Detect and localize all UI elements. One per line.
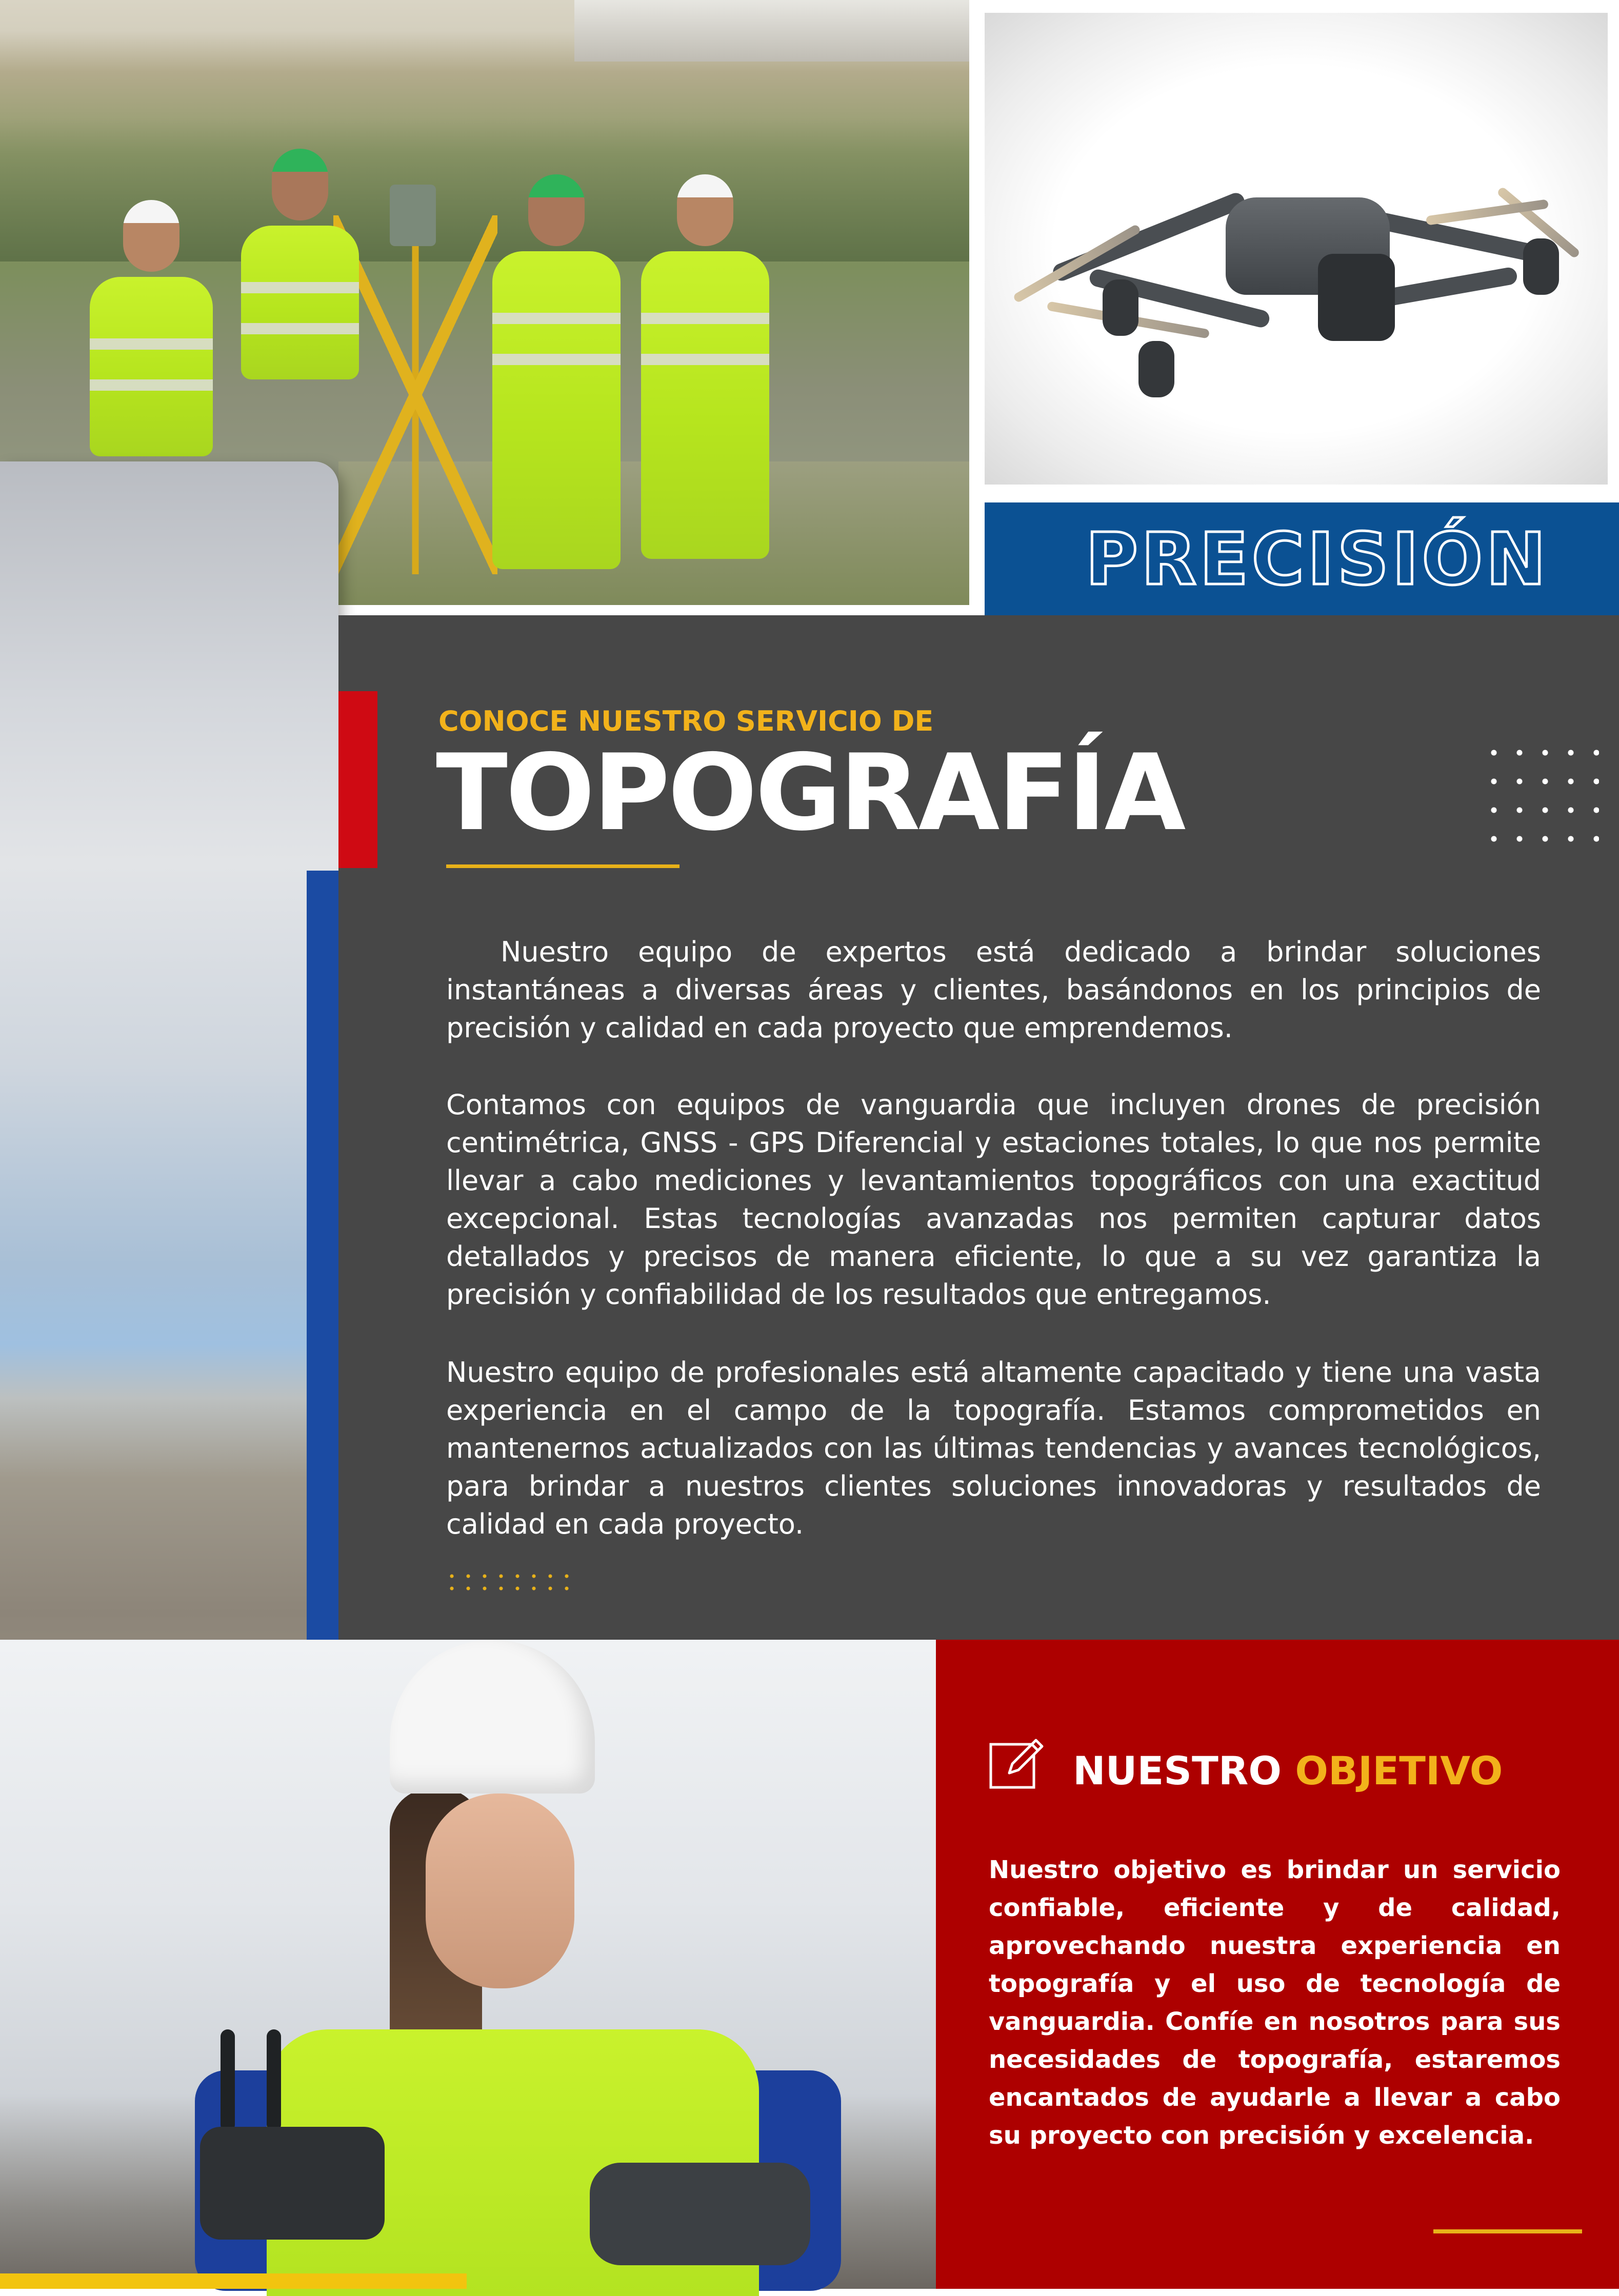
blue-accent-strip	[307, 871, 338, 1640]
intro-paragraph-2: Contamos con equipos de vanguardia que incluyen drones de precisión centimétrica, GNSS - GPS Diferencial y estaciones totales, lo que nos permite llevar a cabo mediciones y levantamientos topográficos con una exactitud excepcional. Estas tecnologías avanzadas nos permiten capturar datos detallados y precisos de manera eficiente, lo que a su vez garantiza la precisión y confiabilidad de los resultados que entregamos.	[446, 1089, 1541, 1311]
remote-controller-icon	[200, 2127, 385, 2240]
mine-building	[574, 0, 969, 62]
title-underline	[446, 864, 679, 868]
precision-heading: PRECISIÓN	[1085, 517, 1549, 601]
page-title: TOPOGRAFÍA	[436, 732, 1184, 854]
sky-landscape-photo	[0, 461, 338, 1800]
objective-paragraph: Nuestro objetivo es brindar un servicio confiable, eficiente y de calidad, aprovechando nuestra experiencia en topografía y el uso de tecnología de vanguardia. Confíe en nosotros para sus necesidades de topografía, estaremos encantados de ayudarle a llevar a cabo su proyecto con precisión y excelencia.	[989, 1856, 1561, 2150]
objective-title	[1073, 1748, 1503, 1794]
woman-with-drone-photo	[0, 1640, 936, 2289]
objective-underline	[1433, 2229, 1582, 2233]
precision-banner	[985, 502, 1619, 616]
dot-grid-decoration	[1481, 738, 1599, 846]
intro-paragraph-3: Nuestro equipo de profesionales está altamente capacitado y tiene una vasta experiencia en el campo de la topografía. Estamos comprometidos en mantenernos actualizados con las últimas tendencias y avances tecnológicos, para brindar a nuestros clientes soluciones innovadoras y resultados de calidad en cada proyecto.	[446, 1356, 1541, 1540]
drone-camera	[1318, 254, 1395, 341]
drone-icon	[590, 2163, 810, 2265]
pencil-square-icon	[989, 1733, 1045, 1789]
yellow-footer-bar	[0, 2273, 467, 2289]
worker-figure	[241, 226, 359, 379]
section-kicker: CONOCE NUESTRO SERVICIO DE	[438, 705, 934, 737]
drone-photo	[985, 13, 1608, 485]
intro-paragraph-1: Nuestro equipo de expertos está dedicado a brindar soluciones instantáneas a diversas áreas y clientes, basándonos en los principios de precisión y calidad en cada proyecto que emprendemos.	[446, 936, 1541, 1044]
helmet-icon	[390, 1640, 595, 1794]
worker-figure	[90, 277, 213, 456]
dot-row-decoration	[444, 1570, 578, 1596]
total-station-icon	[390, 185, 436, 246]
red-accent-bar	[338, 691, 377, 868]
objective-title-part1: NUESTRO	[1073, 1748, 1282, 1794]
worker-figure	[492, 251, 621, 569]
objective-title-part2: OBJETIVO	[1295, 1748, 1503, 1794]
worker-figure	[641, 251, 769, 559]
